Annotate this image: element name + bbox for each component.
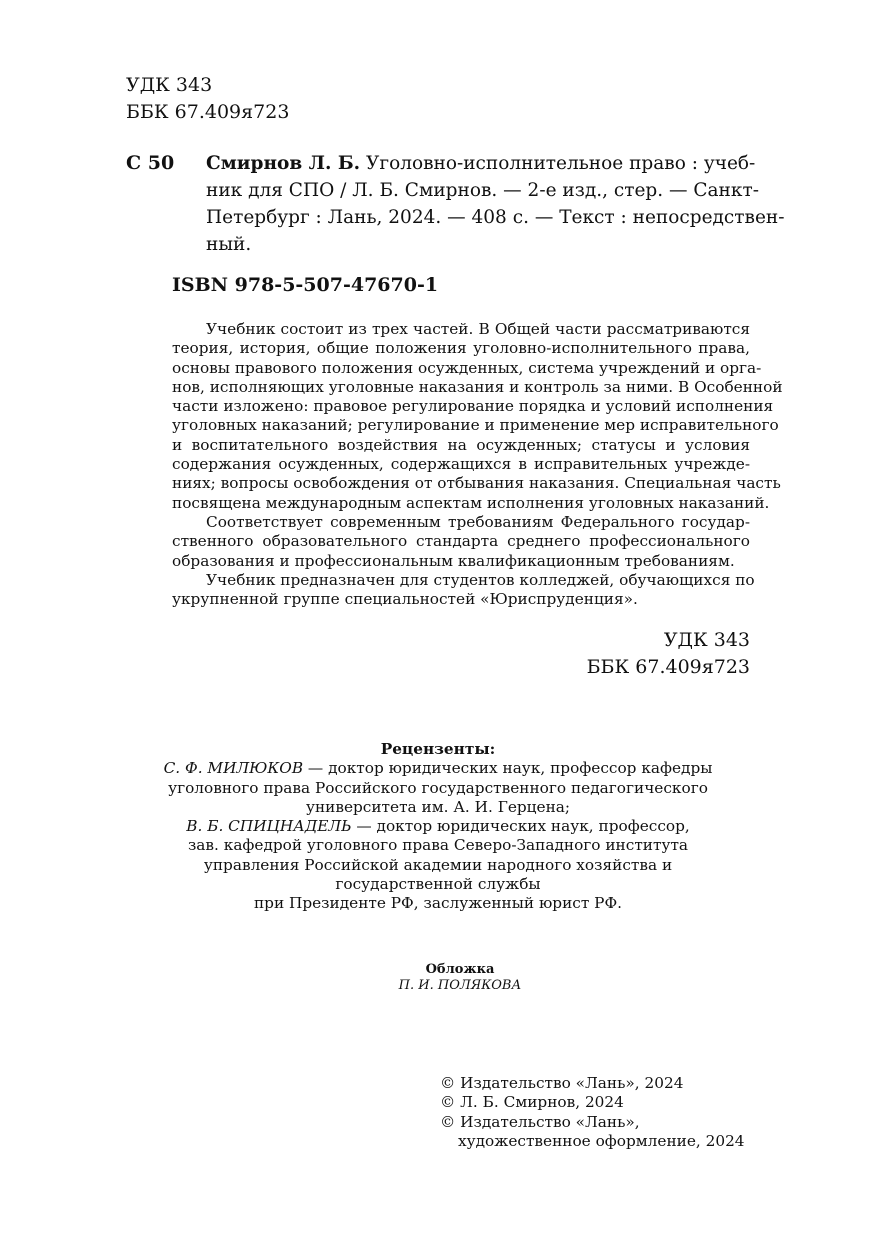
udk-code: УДК 343: [126, 74, 213, 96]
biblio-line: ный.: [206, 234, 252, 255]
annotation-line: основы правового положения осужденных, система учреждений и орга-: [172, 358, 762, 377]
annotation-line: посвящена международным аспектам исполнения уголовных наказаний.: [172, 493, 770, 512]
reviewers: [126, 740, 750, 914]
annotation-line: ниях; вопросы освобождения от отбывания наказания. Специальная часть: [172, 474, 781, 493]
bbk-code: ББК 67.409я723: [126, 101, 290, 123]
annotation-line: образования и профессиональным квалификационным требованиям.: [172, 551, 735, 570]
cover-credit: [326, 962, 594, 994]
author-name: Смирнов Л. Б.: [206, 153, 361, 174]
classification-codes-top: [126, 72, 289, 126]
reviewer-line: уголовного права Российского государственного педагогического: [168, 778, 708, 797]
reviewer-name: В. Б. СПИЦНАДЕЛЬ: [186, 817, 352, 836]
annotation-line: нов, исполняющих уголовные наказания и контроль за ними. В Особенной: [172, 377, 783, 396]
isbn: ISBN 978-5-507-47670-1: [172, 274, 439, 296]
annotation-line: Учебник состоит из трех частей. В Общей части рассматриваются: [206, 320, 750, 338]
cover-heading: Обложка: [425, 962, 495, 977]
udk-code: УДК 343: [663, 629, 750, 651]
author-sign: С 50: [126, 152, 175, 174]
annotation-line: уголовных наказаний; регулирование и применение мер исправительного: [172, 416, 779, 435]
reviewer-line: С. Ф. МИЛЮКОВ — доктор юридических наук, профессор кафедры: [163, 759, 713, 778]
annotation-line: укрупненной группе специальностей «Юриспруденция».: [172, 590, 638, 609]
copyright-notice: [440, 1074, 745, 1151]
annotation: [172, 320, 783, 609]
reviewer-name: С. Ф. МИЛЮКОВ: [163, 759, 304, 778]
cover-designer: П. И. ПОЛЯКОВА: [398, 978, 522, 993]
reviewer-line: при Президенте РФ, заслуженный юрист РФ.: [253, 894, 623, 913]
reviewer-line: управления Российской академии народного хозяйства и: [203, 855, 673, 874]
bbk-code: ББК 67.409я723: [586, 656, 750, 678]
copyright-line: © Издательство «Лань»,: [440, 1112, 640, 1131]
biblio-line: ник для СПО / Л. Б. Смирнов. — 2-е изд., стер. — Санкт-: [206, 180, 759, 201]
copyright-line: художественное оформление, 2024: [458, 1131, 745, 1150]
annotation-line: Соответствует современным требованиям Федерального государ-: [206, 512, 750, 531]
reviewer-line: В. Б. СПИЦНАДЕЛЬ — доктор юридических наук, профессор,: [186, 817, 690, 836]
annotation-line: ственного образовательного стандарта среднего профессионального: [172, 532, 750, 551]
annotation-line: содержания осужденных, содержащихся в исправительных учрежде-: [172, 455, 750, 474]
annotation-line: и воспитательного воздействия на осужденных; статусы и условия: [172, 435, 750, 454]
copyright-line: © Л. Б. Смирнов, 2024: [440, 1093, 624, 1112]
bibliographic-description: [206, 150, 785, 258]
annotation-line: Учебник предназначен для студентов колледжей, обучающихся по: [206, 570, 755, 589]
classification-codes-right: [587, 627, 750, 681]
copyright-line: © Издательство «Лань», 2024: [440, 1074, 684, 1092]
annotation-line: теория, история, общие положения уголовно-исполнительного права,: [172, 339, 750, 358]
annotation-line: части изложено: правовое регулирование порядка и условий исполнения: [172, 397, 774, 416]
reviewers-heading: Рецензенты:: [380, 740, 496, 758]
reviewer-line: государственной службы: [335, 875, 541, 894]
biblio-line: Петербург : Лань, 2024. — 408 с. — Текст : непосредствен-: [206, 207, 785, 228]
biblio-line: Смирнов Л. Б. Уголовно-исполнительное право : учеб-: [206, 153, 756, 174]
reviewer-line: университета им. А. И. Герцена;: [305, 797, 571, 816]
reviewer-line: зав. кафедрой уголовного права Северо-Западного института: [187, 836, 689, 855]
